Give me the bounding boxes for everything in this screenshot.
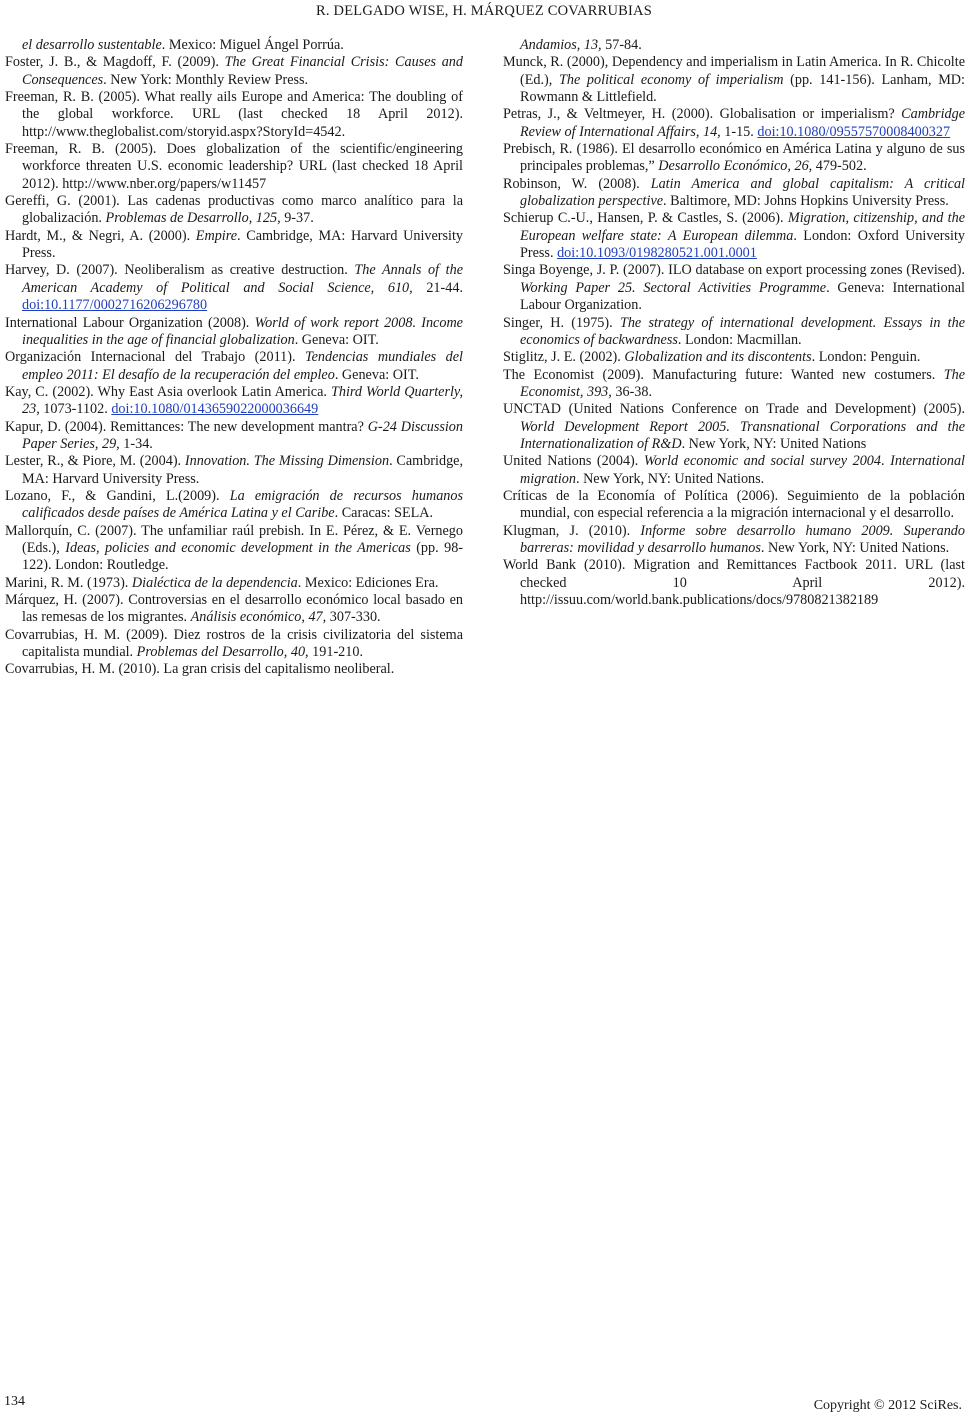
reference-entry [503,54,965,106]
reference-entry [5,627,463,662]
reference-entry [503,37,965,54]
reference-italic-text: el desarrollo sustentable [22,37,162,53]
reference-entry [5,37,463,54]
reference-text: 9-37. [280,210,314,227]
reference-entry [503,488,965,523]
reference-text: 1-15. [720,123,758,140]
reference-text: . Caracas: SELA. [334,505,434,522]
reference-entry [5,89,463,141]
reference-text: 307-330. [326,609,381,626]
reference-text: Petras, J., & Veltmeyer, H. (2000). Globalisation or imperialism? [503,106,902,123]
reference-italic-text: Latin America and global capitalism: A critical globalization perspective [520,175,965,210]
reference-italic-text: Análisis económico, 47, [190,609,327,626]
running-header: R. DELGADO WISE, H. MÁRQUEZ COVARRUBIAS [316,3,652,19]
reference-entry [503,315,965,350]
reference-entry [503,453,965,488]
reference-text: 479-502. [812,158,867,175]
doi-link[interactable]: doi:10.1177/0002716206296780 [22,297,208,314]
reference-text: International Labour Organization (2008). [5,314,255,331]
reference-text: . Baltimore, MD: Johns Hopkins University Press. [663,193,949,210]
reference-italic-text: Empire [195,227,238,244]
doi-link[interactable]: doi:10.1093/0198280521.001.0001 [557,245,757,262]
reference-text: Márquez, H. (2007). Controversias en el desarrollo económico local basado en las remesas de los migrantes. [5,592,463,626]
reference-entry [5,315,463,350]
reference-text: . New York, NY: United Nations. [760,539,950,556]
reference-text: Hardt, M., & Negri, A. (2000). [5,227,196,244]
reference-text: . Mexico: Miguel Ángel Porrúa. [161,37,344,53]
reference-entry [5,262,463,314]
reference-text: 57-84. [601,37,642,53]
reference-italic-text: World economic and social survey 2004 [643,453,881,470]
reference-italic-text: The Annals of the American Academy of Political and Social Science, 610, [22,262,463,296]
reference-text: 36-38. [611,383,653,400]
reference-text: Klugman, J. (2010). [503,522,641,539]
references-left-column [5,37,463,679]
reference-text: . Mexico: Ediciones Era. [297,574,439,591]
reference-text: Covarrubias, H. M. (2010). La gran crisis del capitalismo neoliberal. [5,661,395,678]
reference-italic-text: Problemas de Desarrollo, 125, [105,210,281,227]
reference-text: 191-210. [308,644,363,661]
reference-text: Harvey, D. (2007). Neoliberalism as creative destruction. [5,262,355,279]
reference-text: . New York, NY: United Nations [681,435,867,452]
reference-text: . Geneva: OIT. [334,366,419,383]
reference-entry [503,106,965,141]
doi-link[interactable]: doi:10.1080/0143659022000036649 [111,401,319,418]
reference-entry [503,367,965,402]
reference-text: . [880,453,891,470]
reference-italic-text: Ideas, policies and economic development in the Americas [65,539,411,556]
reference-italic-text: Informe sobre desarrollo humano 2009. Superando barreras: movilidad y desarrollo humanos [520,522,965,556]
reference-entry [5,523,463,575]
reference-text: Singer, H. (1975). [503,314,620,331]
reference-text: (pp. 141-156). Lanham, MD: Rowmann & Littlefield. [520,71,965,106]
reference-entry [5,488,463,523]
reference-text: 21-44. [412,279,463,296]
reference-text: Kay, C. (2002). Why East Asia overlook Latin America. [5,383,331,400]
reference-italic-text: Desarrollo Económico, 26, [658,158,813,175]
reference-entry [5,228,463,263]
reference-italic-text: International migration [520,453,965,487]
reference-italic-text: The Great Financial Crisis: Causes and Consequences [22,54,463,88]
reference-text: Críticas de la Economía of Política (2006). Seguimiento de la población mundial, con especial referencia a la migración internacional y el desarrollo. [503,487,965,522]
reference-italic-text: Cambridge Review of International Affairs, 14, [520,106,965,140]
reference-text: . Cambridge, MA: Harvard University Press. [22,453,464,487]
reference-entry [503,210,965,262]
reference-entry [5,575,463,592]
reference-entry [5,384,463,419]
reference-text: Freeman, R. B. (2005). What really ails Europe and America: The doubling of the global workforce. URL (last checked 18 April 2012). http://www.theglobalist.com/storyid.aspx?StoryId=4542. [5,89,463,140]
reference-italic-text: The political economy of imperialism [558,71,784,88]
reference-text: Singa Boyenge, J. P. (2007). ILO database on export processing zones (Revised). [503,262,965,279]
reference-italic-text: La emigración de recursos humanos calificados desde países de América Latina y el Caribe [22,487,464,522]
reference-italic-text: World of work report 2008. Income inequalities in the age of financial globalization [22,314,463,348]
reference-entry [503,557,965,609]
reference-entry [503,349,965,366]
reference-italic-text: Working Paper 25. Sectoral Activities Programme [520,279,827,296]
reference-entry [5,453,463,488]
reference-italic-text: Innovation. The Missing Dimension [184,453,390,470]
reference-entry [503,401,965,453]
reference-text: Foster, J. B., & Magdoff, F. (2009). [5,54,225,71]
reference-entry [5,661,463,678]
reference-text: (pp. 98-122). London: Routledge. [22,539,464,574]
reference-text: Kapur, D. (2004). Remittances: The new development mantra? [5,418,368,435]
reference-italic-text: The strategy of international development. Essays in the economics of backwardness [520,314,966,348]
reference-italic-text: Problemas del Desarrollo, 40, [136,644,309,661]
reference-text: 1073-1102. [39,401,112,418]
reference-italic-text: Andamios, 13, [520,37,602,53]
reference-entry [503,176,965,211]
reference-text: . London: Oxford University Press. [520,227,965,262]
reference-text: UNCTAD (United Nations Conference on Trade and Development) (2005). [503,401,965,418]
reference-italic-text: Migration, citizenship, and the European welfare state: A European dilemma [520,210,966,244]
reference-entry [503,262,965,314]
reference-entry [503,523,965,558]
doi-link[interactable]: doi:10.1080/09557570008400327 [757,123,951,140]
reference-text: . New York: Monthly Review Press. [103,71,309,88]
reference-text: Mallorquín, C. (2007). The unfamiliar raúl prebish. In E. Pérez, & E. Vernego (Eds.), [5,522,463,556]
page-number: 134 [4,1394,25,1409]
reference-text: Covarrubias, H. M. (2009). Diez rostros de la crisis civilizatoria del sistema capitalista mundial. [5,626,463,661]
reference-text: Organización Internacional del Trabajo (2011). [5,349,306,366]
reference-text: Robinson, W. (2008). [503,175,651,192]
reference-text: Lozano, F., & Gandini, L.(2009). [5,487,230,504]
reference-text: Stiglitz, J. E. (2002). [503,349,625,366]
reference-text: Prebisch, R. (1986). El desarrollo económico en América Latina y alguno de sus principales problemas,” [503,141,965,175]
reference-text: Freeman, R. B. (2005). Does globalization of the scientific/engineering workforce threaten U.S. economic leadership? URL (last checked 18 April 2012). http://www.nber.org/papers/w11457 [5,141,463,192]
reference-text: The Economist (2009). Manufacturing future: Wanted new costumers. [503,366,944,383]
reference-text: Gereffi, G. (2001). Las cadenas productivas como marco analítico para la globalización. [5,193,463,227]
reference-entry [5,141,463,193]
reference-text: 1-34. [119,435,153,452]
reference-text: . New York, NY: United Nations. [575,470,765,487]
reference-text: Schierup C.-U., Hansen, P. & Castles, S. (2006). [503,210,788,227]
reference-text: World Bank (2010). Migration and Remittances Factbook 2011. URL (last checked 10 April 2012). http://issuu.com/world.bank.publications/docs/9780821382189 [503,557,965,608]
copyright-notice: Copyright © 2012 SciRes. [813,1398,962,1413]
reference-text: . Geneva: OIT. [294,331,379,348]
reference-text: United Nations (2004). [503,453,644,470]
reference-entry [5,349,463,384]
reference-italic-text: Tendencias mundiales del empleo 2011: El desafío de la recuperación del empleo [22,349,463,383]
reference-entry [5,54,463,89]
reference-entry [5,592,463,627]
references-right-column [503,37,965,609]
reference-entry [503,141,965,176]
reference-text: . London: Penguin. [811,349,921,366]
reference-italic-text: World Development Report 2005. Transnational Corporations and the Internationalization of R&D [520,418,965,452]
reference-text: Munck, R. (2000), Dependency and imperialism in Latin America. In R. Chicolte (Ed.), [503,54,965,88]
reference-entry [5,193,463,228]
reference-text: Marini, R. M. (1973). [5,574,132,591]
reference-italic-text: Third World Quarterly, 23, [22,383,463,418]
reference-text: . Geneva: International Labour Organization. [520,279,965,314]
reference-italic-text: G-24 Discussion Paper Series, 29, [22,418,463,452]
reference-italic-text: Globalization and its discontents [624,349,812,366]
reference-italic-text: The Economist, 393, [520,366,965,400]
reference-text: . London: Macmillan. [677,331,802,348]
reference-text: Lester, R., & Piore, M. (2004). [5,453,185,470]
reference-entry [5,419,463,454]
reference-italic-text: Dialéctica de la dependencia [131,574,298,591]
reference-text: . Cambridge, MA: Harvard University Press. [22,227,463,262]
